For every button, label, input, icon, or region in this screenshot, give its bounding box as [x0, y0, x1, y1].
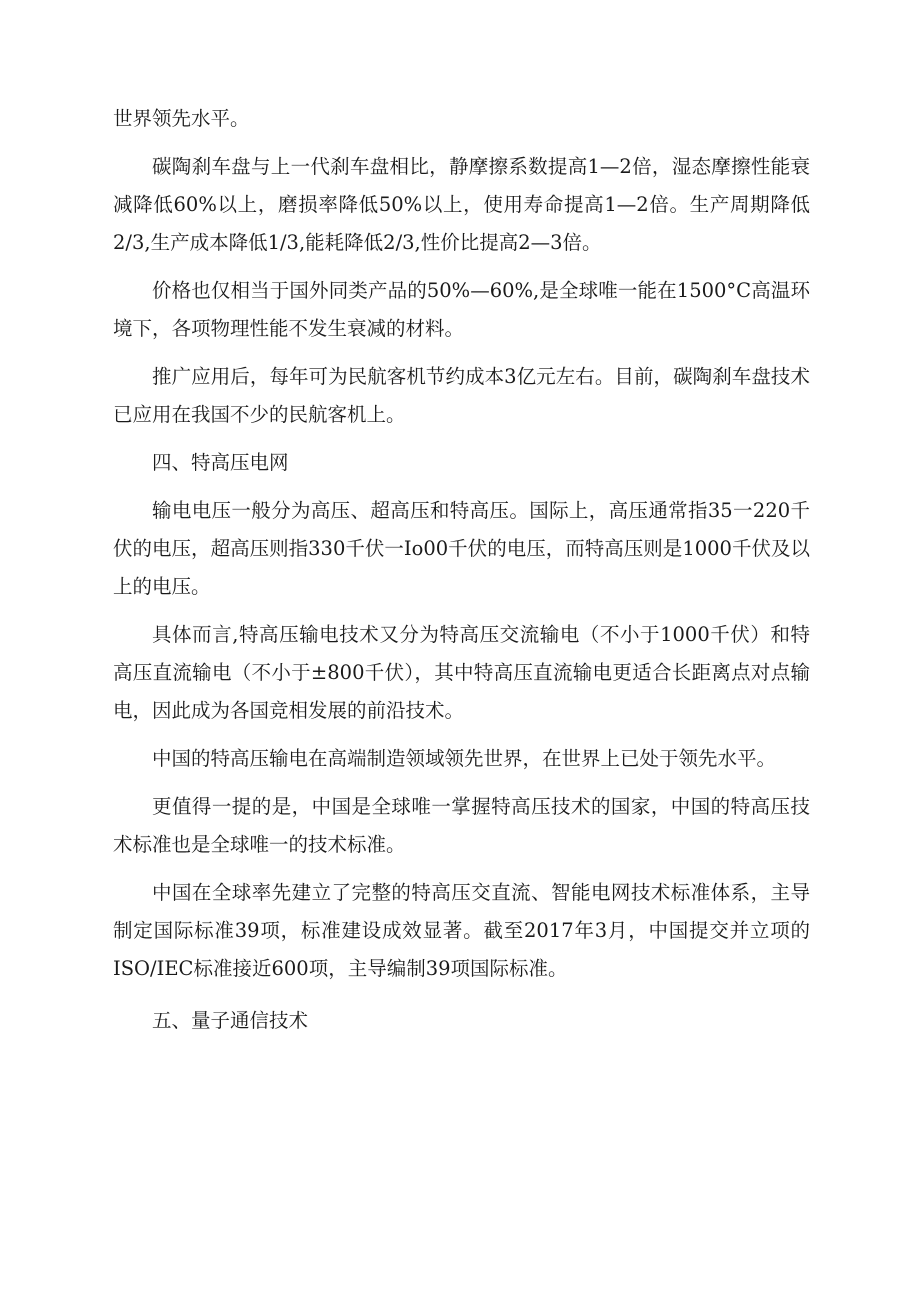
- paragraph-uhv-ac-dc: 具体而言,特高压输电技术又分为特高压交流输电（不小于1000千伏）和特高压直流输电（不小于±800千伏），其中特高压直流输电更适合长距离点对点输电，因此成为各国竞相发展的前沿技术。: [113, 623, 810, 722]
- paragraph-carbon-ceramic-application: 推广应用后，每年可为民航客机节约成本3亿元左右。目前，碳陶刹车盘技术已应用在我国不少的民航客机上。: [113, 365, 810, 426]
- section-heading-quantum-communication: 五、量子通信技术: [152, 1009, 309, 1032]
- paragraph-carbon-ceramic-comparison: 碳陶刹车盘与上一代刹车盘相比，静摩擦系数提高1—2倍，湿态摩擦性能衰减降低60%以上，磨损率降低50%以上，使用寿命提高1—2倍。生产周期降低2/3,生产成本降低1/3,能耗降低2/3,性价比提高2—3倍。: [113, 155, 810, 254]
- document-body: [113, 100, 810, 1050]
- section-heading-uhv-grid: 四、特高压电网: [152, 451, 289, 474]
- paragraph-uhv-standards: 中国在全球率先建立了完整的特高压交直流、智能电网技术标准体系，主导制定国际标准39项，标准建设成效显著。截至2017年3月，中国提交并立项的ISO/IEC标准接近600项，主导编制39项国际标准。: [113, 881, 810, 980]
- paragraph-uhv-leading: 中国的特高压输电在高端制造领域领先世界，在世界上已处于领先水平。: [152, 747, 777, 770]
- paragraph-carbon-ceramic-price: 价格也仅相当于国外同类产品的50%—60%,是全球唯一能在1500°C高温环境下，各项物理性能不发生衰减的材料。: [113, 279, 810, 340]
- paragraph-voltage-levels: 输电电压一般分为高压、超高压和特高压。国际上，高压通常指35一220千伏的电压，超高压则指330千伏一Io00千伏的电压，而特高压则是1000千伏及以上的电压。: [113, 499, 810, 598]
- paragraph-continuation: 世界领先水平。: [113, 107, 250, 130]
- paragraph-uhv-unique: 更值得一提的是，中国是全球唯一掌握特高压技术的国家，中国的特高压技术标准也是全球唯一的技术标准。: [113, 795, 810, 856]
